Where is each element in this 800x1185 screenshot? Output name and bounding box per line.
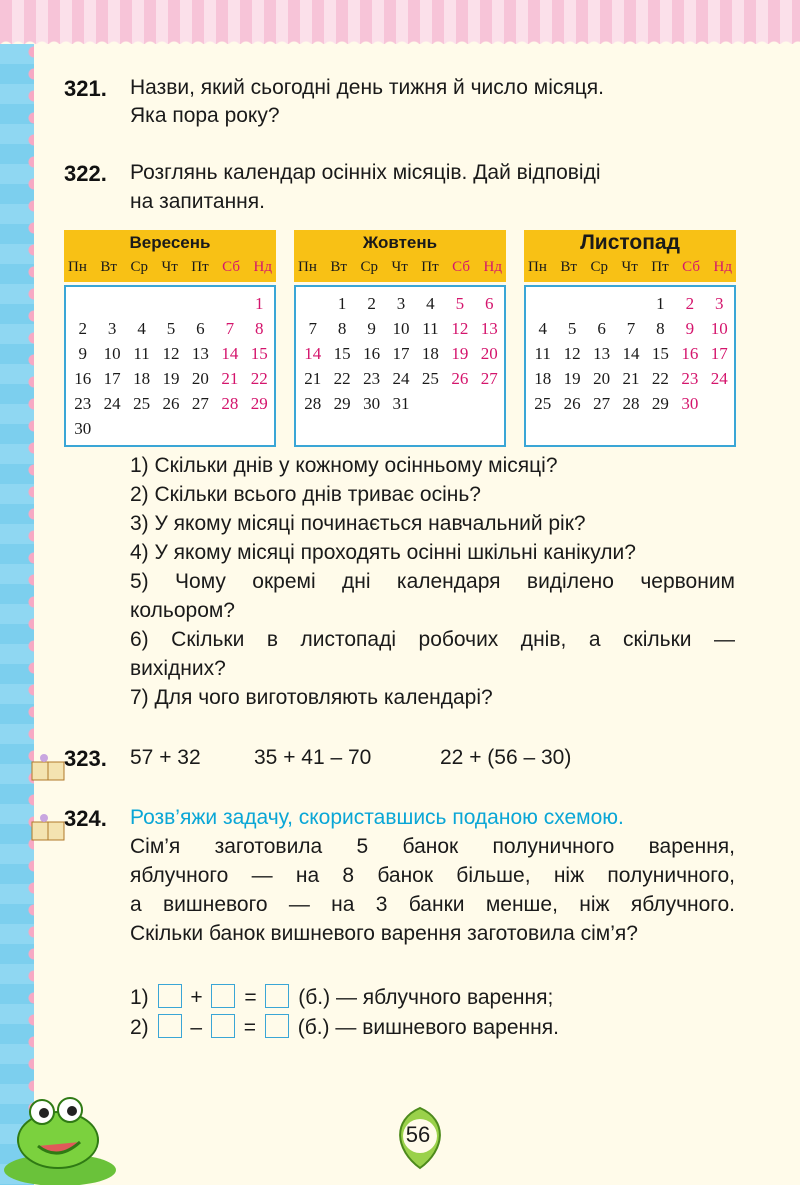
- top-border: [0, 0, 800, 48]
- calendar-day: 27: [191, 394, 209, 413]
- task-321-number: 321.: [64, 76, 107, 101]
- calendar-title: Жовтень: [362, 233, 438, 252]
- weekday-label: Ср: [590, 259, 608, 275]
- weekday-row: [528, 259, 732, 276]
- calendar-day: 29: [250, 394, 268, 413]
- calendar-day: 24: [710, 369, 728, 388]
- calendar-day: 23: [74, 394, 92, 413]
- calendar-day: 31: [392, 394, 410, 413]
- calendar-day: 27: [480, 369, 498, 388]
- task-324-number: 324.: [64, 806, 107, 831]
- left-border: [0, 44, 34, 1185]
- calendar-day: 5: [567, 319, 577, 338]
- calendar-day: 6: [196, 319, 205, 338]
- calendar-day: 20: [593, 369, 611, 388]
- task-323-expr3: 22 + (56 – 30): [440, 746, 572, 769]
- calendar-day: [298, 291, 327, 316]
- calendar-grid: [528, 291, 734, 416]
- calendar-day: 23: [363, 369, 381, 388]
- calendar-title: Листопад: [580, 231, 680, 254]
- calendar-day: 11: [534, 344, 551, 363]
- calendar-day: 2: [78, 319, 87, 338]
- calendar-day: 5: [455, 294, 465, 313]
- answer-box[interactable]: [158, 984, 182, 1008]
- calendar-title: Вересень: [129, 233, 211, 252]
- calendar-day: 18: [534, 369, 552, 388]
- calendar-day: 1: [656, 294, 665, 313]
- calendar-day: 25: [133, 394, 151, 413]
- task-323-number: 323.: [64, 746, 107, 771]
- calendar-day: 10: [710, 319, 728, 338]
- task-322-line1: Розглянь календар осінніх місяців. Дай відповіді: [130, 161, 601, 184]
- question-2: 2) Скільки всього днів триває осінь?: [130, 483, 481, 506]
- calendar-day: 28: [221, 394, 239, 413]
- calendar-day: 19: [563, 369, 581, 388]
- frog-illustration: [0, 1070, 120, 1185]
- weekday-label: Пн: [68, 259, 87, 275]
- calendar-day: [127, 291, 156, 316]
- answer-box[interactable]: [265, 984, 289, 1008]
- calendar-grid: [298, 291, 504, 416]
- calendar-day: 22: [333, 369, 351, 388]
- calendar-day: 30: [681, 394, 699, 413]
- calendar-day: 8: [656, 319, 665, 338]
- calendar-day: 21: [221, 369, 239, 388]
- weekday-label: Пн: [298, 259, 317, 275]
- calendar-day: 28: [622, 394, 640, 413]
- weekday-row: [298, 259, 502, 276]
- question-6-line1: 6) Скільки в листопаді робочих днів, а скільки —: [130, 628, 735, 651]
- calendar-day: 19: [451, 344, 469, 363]
- calendar-day: 7: [308, 319, 317, 338]
- calendar-day: 9: [367, 319, 376, 338]
- weekday-label: Нд: [713, 259, 732, 275]
- weekday-label: Пт: [651, 259, 669, 275]
- calendar-day: 16: [681, 344, 699, 363]
- calendar-day: 22: [250, 369, 268, 388]
- calendar-day: 1: [255, 294, 264, 313]
- scheme-2-num: 2): [130, 1016, 149, 1039]
- calendar-day: 6: [485, 294, 494, 313]
- calendar-day: 18: [421, 344, 439, 363]
- weekday-row: [68, 259, 272, 276]
- weekday-label: Сб: [222, 259, 240, 275]
- calendar-day: 29: [651, 394, 669, 413]
- calendar-day: 14: [304, 344, 322, 363]
- question-1: 1) Скільки днів у кожному осінньому місяці?: [130, 454, 558, 477]
- calendar-day: 30: [363, 394, 381, 413]
- scheme-1-text: (б.) — яблучного варення;: [298, 986, 554, 1009]
- task-324-line2: яблучного — на 8 банок більше, ніж полуничного,: [130, 864, 735, 887]
- calendar-day: 4: [426, 294, 435, 313]
- calendar-day: 7: [225, 319, 235, 338]
- question-3: 3) У якому місяці починається навчальний рік?: [130, 512, 586, 535]
- calendar-day: 22: [651, 369, 669, 388]
- question-5-line2: кольором?: [130, 599, 235, 622]
- calendar-day: 12: [451, 319, 469, 338]
- calendar-day: 8: [337, 319, 347, 338]
- calendar-day: 8: [255, 319, 264, 338]
- scheme-1-op: +: [190, 986, 203, 1009]
- calendar-day: 26: [451, 369, 469, 388]
- calendar-october: [294, 230, 506, 447]
- calendar-day: 25: [534, 394, 552, 413]
- scheme-1-num: 1): [130, 986, 149, 1009]
- answer-box[interactable]: [158, 1014, 182, 1038]
- calendar-day: 15: [651, 344, 669, 363]
- calendar-day: 30: [74, 419, 92, 438]
- question-6-line2: вихідних?: [130, 657, 226, 680]
- weekday-label: Чт: [161, 259, 178, 275]
- answer-box[interactable]: [265, 1014, 289, 1038]
- calendar-day: [616, 291, 645, 316]
- weekday-label: Чт: [391, 259, 408, 275]
- calendar-day: [557, 291, 586, 316]
- weekday-label: Сб: [452, 259, 470, 275]
- weekday-label: Нд: [483, 259, 502, 275]
- calendar-day: [186, 291, 215, 316]
- calendar-day: [68, 291, 97, 316]
- calendar-day: 23: [681, 369, 699, 388]
- calendar-day: [156, 291, 185, 316]
- weekday-label: Ср: [130, 259, 148, 275]
- calendar-grid: [68, 291, 274, 441]
- calendar-day: 11: [133, 344, 150, 363]
- task-322-number: 322.: [64, 161, 107, 186]
- question-5-line1: 5) Чому окремі дні календаря виділено червоним: [130, 570, 735, 593]
- calendar-day: 25: [421, 369, 439, 388]
- scheme-2-op: –: [190, 1016, 203, 1039]
- weekday-label: Пт: [191, 259, 209, 275]
- calendar-day: 21: [622, 369, 640, 388]
- calendar-day: 17: [710, 344, 728, 363]
- calendar-september: [64, 230, 276, 447]
- calendar-day: 21: [304, 369, 322, 388]
- calendar-day: 19: [162, 369, 180, 388]
- calendar-day: 7: [626, 319, 636, 338]
- calendar-day: 26: [162, 394, 180, 413]
- calendar-day: 13: [480, 319, 498, 338]
- page-number: 56: [405, 1122, 431, 1147]
- calendar-day: 10: [103, 344, 121, 363]
- calendar-day: 16: [363, 344, 381, 363]
- calendar-november: [524, 230, 736, 447]
- calendar-day: 6: [597, 319, 606, 338]
- task-322-line2: на запитання.: [130, 190, 265, 213]
- task-323-expr2: 35 + 41 – 70: [254, 746, 372, 769]
- calendar-day: 29: [333, 394, 351, 413]
- scheme-1-eq: =: [244, 986, 257, 1009]
- calendar-day: 5: [166, 319, 176, 338]
- calendar-day: 27: [593, 394, 611, 413]
- weekday-label: Вт: [330, 259, 347, 275]
- calendar-day: 14: [622, 344, 640, 363]
- weekday-label: Чт: [621, 259, 638, 275]
- calendar-day: 9: [78, 344, 87, 363]
- calendar-day: 17: [103, 369, 121, 388]
- task-324-line4: Скільки банок вишневого варення заготовила сім’я?: [130, 922, 638, 945]
- calendar-day: 17: [392, 344, 410, 363]
- question-7: 7) Для чого виготовляють календарі?: [130, 686, 493, 709]
- task-324-line1: Сім’я заготовила 5 банок полуничного варення,: [130, 835, 735, 858]
- notebook-icon: [30, 752, 68, 782]
- weekday-label: Ср: [360, 259, 378, 275]
- calendar-day: [215, 291, 244, 316]
- calendar-day: [97, 291, 126, 316]
- calendar-day: 1: [337, 294, 347, 313]
- weekday-label: Пн: [528, 259, 547, 275]
- answer-box[interactable]: [211, 984, 235, 1008]
- calendar-day: 15: [250, 344, 268, 363]
- calendar-day: 14: [221, 344, 239, 363]
- calendar-day: 20: [480, 344, 498, 363]
- calendar-day: 26: [563, 394, 581, 413]
- weekday-label: Вт: [100, 259, 117, 275]
- calendar-day: 2: [367, 294, 376, 313]
- task-321-line2: Яка пора року?: [130, 104, 280, 127]
- task-321-line1: Назви, який сьогодні день тижня й число місяця.: [130, 76, 604, 99]
- task-324-line3: а вишневого — на 3 банки менше, ніж яблучного.: [130, 893, 735, 916]
- calendar-day: 10: [392, 319, 410, 338]
- calendar-day: [528, 291, 557, 316]
- weekday-label: Пт: [421, 259, 439, 275]
- calendar-day: 16: [74, 369, 92, 388]
- calendar-day: 13: [191, 344, 209, 363]
- weekday-label: Сб: [682, 259, 700, 275]
- calendar-day: 11: [422, 319, 439, 338]
- calendar-day: 20: [191, 369, 209, 388]
- calendar-day: 12: [162, 344, 180, 363]
- answer-box[interactable]: [211, 1014, 235, 1038]
- task-323-expr1: 57 + 32: [130, 746, 201, 769]
- calendar-day: 18: [133, 369, 151, 388]
- calendar-day: 4: [137, 319, 146, 338]
- scheme-2-eq: =: [243, 1016, 257, 1039]
- calendar-day: 13: [593, 344, 611, 363]
- calendar-day: 12: [563, 344, 581, 363]
- notebook-icon: [30, 812, 68, 842]
- calendar-day: 15: [333, 344, 351, 363]
- calendar-day: 3: [715, 294, 724, 313]
- calendar-day: 2: [685, 294, 695, 313]
- scheme-row-1: [130, 984, 553, 1010]
- calendar-day: 4: [538, 319, 547, 338]
- weekday-label: Нд: [253, 259, 272, 275]
- calendar-day: 28: [304, 394, 322, 413]
- calendar-day: [587, 291, 616, 316]
- calendar-day: 24: [392, 369, 410, 388]
- scheme-row-2: [130, 1014, 559, 1040]
- question-4: 4) У якому місяці проходять осінні шкільні канікули?: [130, 541, 636, 564]
- scheme-2-text: (б.) — вишневого варення.: [297, 1016, 559, 1039]
- calendar-day: 3: [107, 319, 117, 338]
- calendar-day: 9: [685, 319, 695, 338]
- calendar-day: 24: [103, 394, 121, 413]
- weekday-label: Вт: [560, 259, 577, 275]
- task-324-intro: Розв’яжи задачу, скориставшись поданою схемою.: [130, 806, 624, 829]
- calendar-day: 3: [396, 294, 406, 313]
